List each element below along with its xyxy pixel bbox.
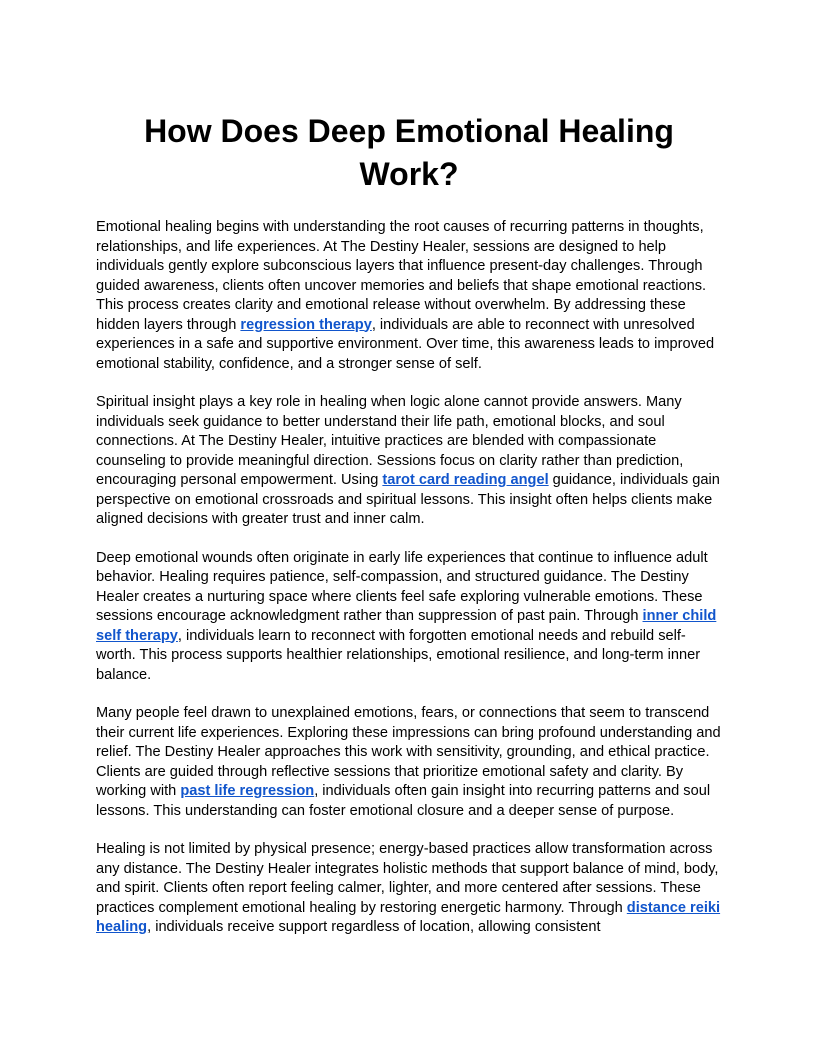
regression-therapy-link[interactable]: regression therapy [240,316,372,333]
distance-reiki-healing-link[interactable]: distance reiki healing [96,899,721,935]
paragraph-1-text-after: , individuals are able to reconnect with unresolved experiences in a safe and supportive environment. Over time, this awareness leads to improved emotional stability, confidence, and a stronger sense of self. [96,316,715,372]
inner-child-self-therapy-link[interactable]: inner child self therapy [96,608,717,644]
paragraph-4 [96,704,722,821]
page-title: How Does Deep Emotional Healing Work? [144,113,674,192]
document-page [96,110,722,957]
paragraph-2-text-after: guidance, individuals gain perspective on emotional crossroads and spiritual lessons. This insight often helps clients make aligned decisions with greater trust and inner calm. [96,472,720,527]
paragraph-4-text-after: , individuals often gain insight into recurring patterns and soul lessons. This understanding can foster emotional closure and a deeper sense of purpose. [96,783,711,819]
paragraph-1 [96,218,722,374]
paragraph-3 [96,549,722,686]
past-life-regression-link[interactable]: past life regression [180,783,315,799]
paragraph-1-text-before: Emotional healing begins with understanding the root causes of recurring patterns in thoughts, relationships, and life experiences. At The Destiny Healer, sessions are designed to help individuals gently explore subconscious layers that influence present-day challenges. Through guided awareness, clients often uncover memories and beliefs that shape emotional reactions. This process creates clarity and emotional release without overwhelm. By addressing these hidden layers through [96,219,707,333]
tarot-card-reading-angel-link[interactable]: tarot card reading angel [382,472,549,488]
paragraph-5 [96,840,722,938]
paragraph-3-text-before: Deep emotional wounds often originate in early life experiences that continue to influence adult behavior. Healing requires patience, self-compassion, and structured guidance. The Destiny Healer creates a nurturing space where clients feel safe exploring vulnerable emotions. These sessions encourage acknowledgment rather than suppression of past pain. Through [96,549,708,624]
paragraph-2 [96,393,722,530]
paragraph-2-text-before: Spiritual insight plays a key role in healing when logic alone cannot provide answers. Many individuals seek guidance to better understand their life path, emotional blocks, and soul connections. At The Destiny Healer, intuitive practices are blended with compassionate counseling to provide meaningful direction. Sessions focus on clarity rather than prediction, encouraging personal empowerment. Using [96,394,684,488]
paragraph-4-text-before: Many people feel drawn to unexplained emotions, fears, or connections that seem to transcend their current life experiences. Exploring these impressions can bring profound understanding and relief. The Destiny Healer approaches this work with sensitivity, grounding, and ethical practice. Clients are guided through reflective sessions that prioritize emotional safety and clarity. By working with [96,705,721,799]
paragraph-5-text-after: , individuals receive support regardless of location, allowing consistent [147,919,601,935]
paragraph-5-text-before: Healing is not limited by physical presence; energy-based practices allow transformation across any distance. The Destiny Healer integrates holistic methods that support balance of mind, body, and spirit. Clients often report feeling calmer, lighter, and more centered after sessions. These practices complement emotional healing by restoring energetic harmony. Through [96,841,719,916]
paragraph-3-text-after: , individuals learn to reconnect with forgotten emotional needs and rebuild self-worth. This process supports healthier relationships, emotional resilience, and long-term inner balance. [96,627,701,683]
